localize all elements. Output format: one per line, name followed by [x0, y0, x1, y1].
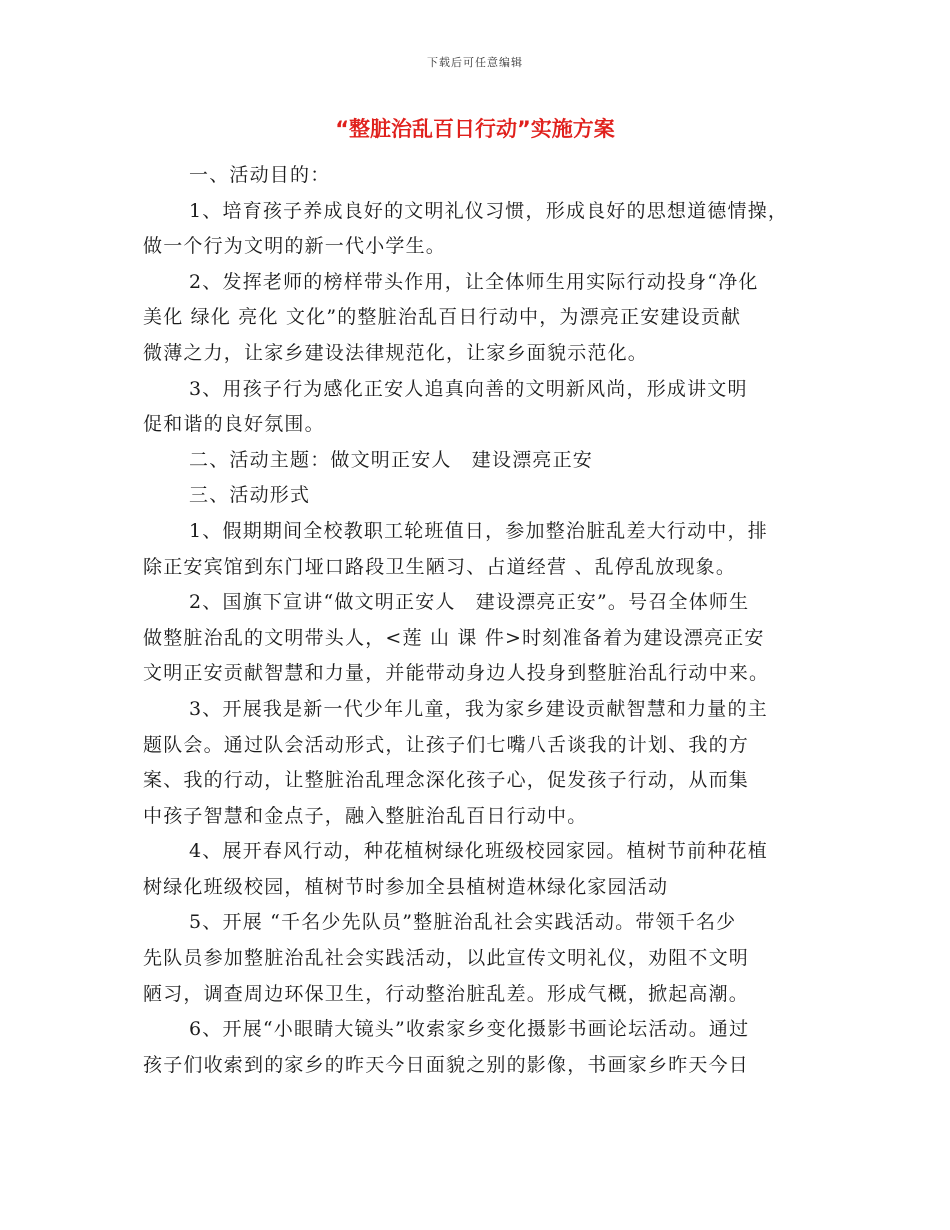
paragraph-line: 中孩子智慧和金点子，融入整脏治乱百日行动中。: [143, 804, 588, 827]
paragraph-line: 做一个行为文明的新一代小学生。: [143, 235, 447, 258]
paragraph-line: 3、用孩子行为感化正安人追真向善的文明新风尚，形成讲文明: [189, 377, 748, 400]
paragraph-line: 微薄之力，让家乡建设法律规范化，让家乡面貌示范化。: [143, 341, 649, 364]
paragraph-line: 美化 绿化 亮化 文化”的整脏治乱百日行动中，为漂亮正安建设贡献: [143, 306, 742, 329]
paragraph-line: 4、展开春风行动，种花植树绿化班级校园家园。植树节前种花植: [189, 840, 768, 863]
paragraph-line: 做整脏治乱的文明带头人，<莲 山 课 件>时刻准备着为建设漂亮正安: [143, 626, 765, 649]
paragraph-line: 3、开展我是新一代少年儿童，我为家乡建设贡献智慧和力量的主: [189, 697, 768, 720]
paragraph-line: 2、发挥老师的榜样带头作用，让全体师生用实际行动投身“净化: [189, 270, 759, 293]
document-title: “整脏治乱百日行动”实施方案: [335, 117, 615, 141]
paragraph-line: 先队员参加整脏治乱社会实践活动，以此宣传文明礼仪，劝阻不文明: [143, 947, 750, 970]
paragraph-line: 树绿化班级校园，植树节时参加全县植树造林绿化家园活动: [143, 875, 669, 898]
paragraph-line: 二、活动主题：做文明正安人 建设漂亮正安: [189, 448, 594, 471]
document-body: [143, 158, 823, 1083]
paragraph-line: 2、国旗下宣讲“做文明正安人 建设漂亮正安”。号召全体师生: [189, 591, 750, 614]
paragraph-line: 三、活动形式: [189, 484, 311, 507]
paragraph-line: 5、开展 “千名少先队员”整脏治乱社会实践活动。带领千名少: [189, 911, 737, 934]
paragraph-line: 题队会。通过队会活动形式，让孩子们七嘴八舌谈我的计划、我的方: [143, 733, 750, 756]
header-note: 下载后可任意编辑: [427, 56, 523, 69]
paragraph-line: 1、培育孩子养成良好的文明礼仪习惯，形成良好的思想道德情操，: [189, 199, 789, 222]
paragraph-line: 案、我的行动，让整脏治乱理念深化孩子心，促发孩子行动，从而集: [143, 769, 750, 792]
paragraph-line: 陋习，调查周边环保卫生，行动整治脏乱差。形成气概，掀起高潮。: [143, 982, 750, 1005]
paragraph-line: 文明正安贡献智慧和力量，并能带动身边人投身到整脏治乱行动中来。: [143, 662, 770, 685]
paragraph-line: 促和谐的良好氛围。: [143, 413, 325, 436]
paragraph-line: 一、活动目的：: [189, 164, 331, 186]
paragraph-line: 6、开展“小眼睛大镜头”收索家乡变化摄影书画论坛活动。通过: [189, 1018, 750, 1041]
paragraph-line: 除正安宾馆到东门垭口路段卫生陋习、占道经营 、乱停乱放现象。: [143, 555, 737, 578]
paragraph-line: 1、假期期间全校教职工轮班值日，参加整治脏乱差大行动中，排: [189, 519, 768, 542]
paragraph-line: 孩子们收索到的家乡的昨天今日面貌之别的影像，书画家乡昨天今日: [143, 1053, 750, 1076]
